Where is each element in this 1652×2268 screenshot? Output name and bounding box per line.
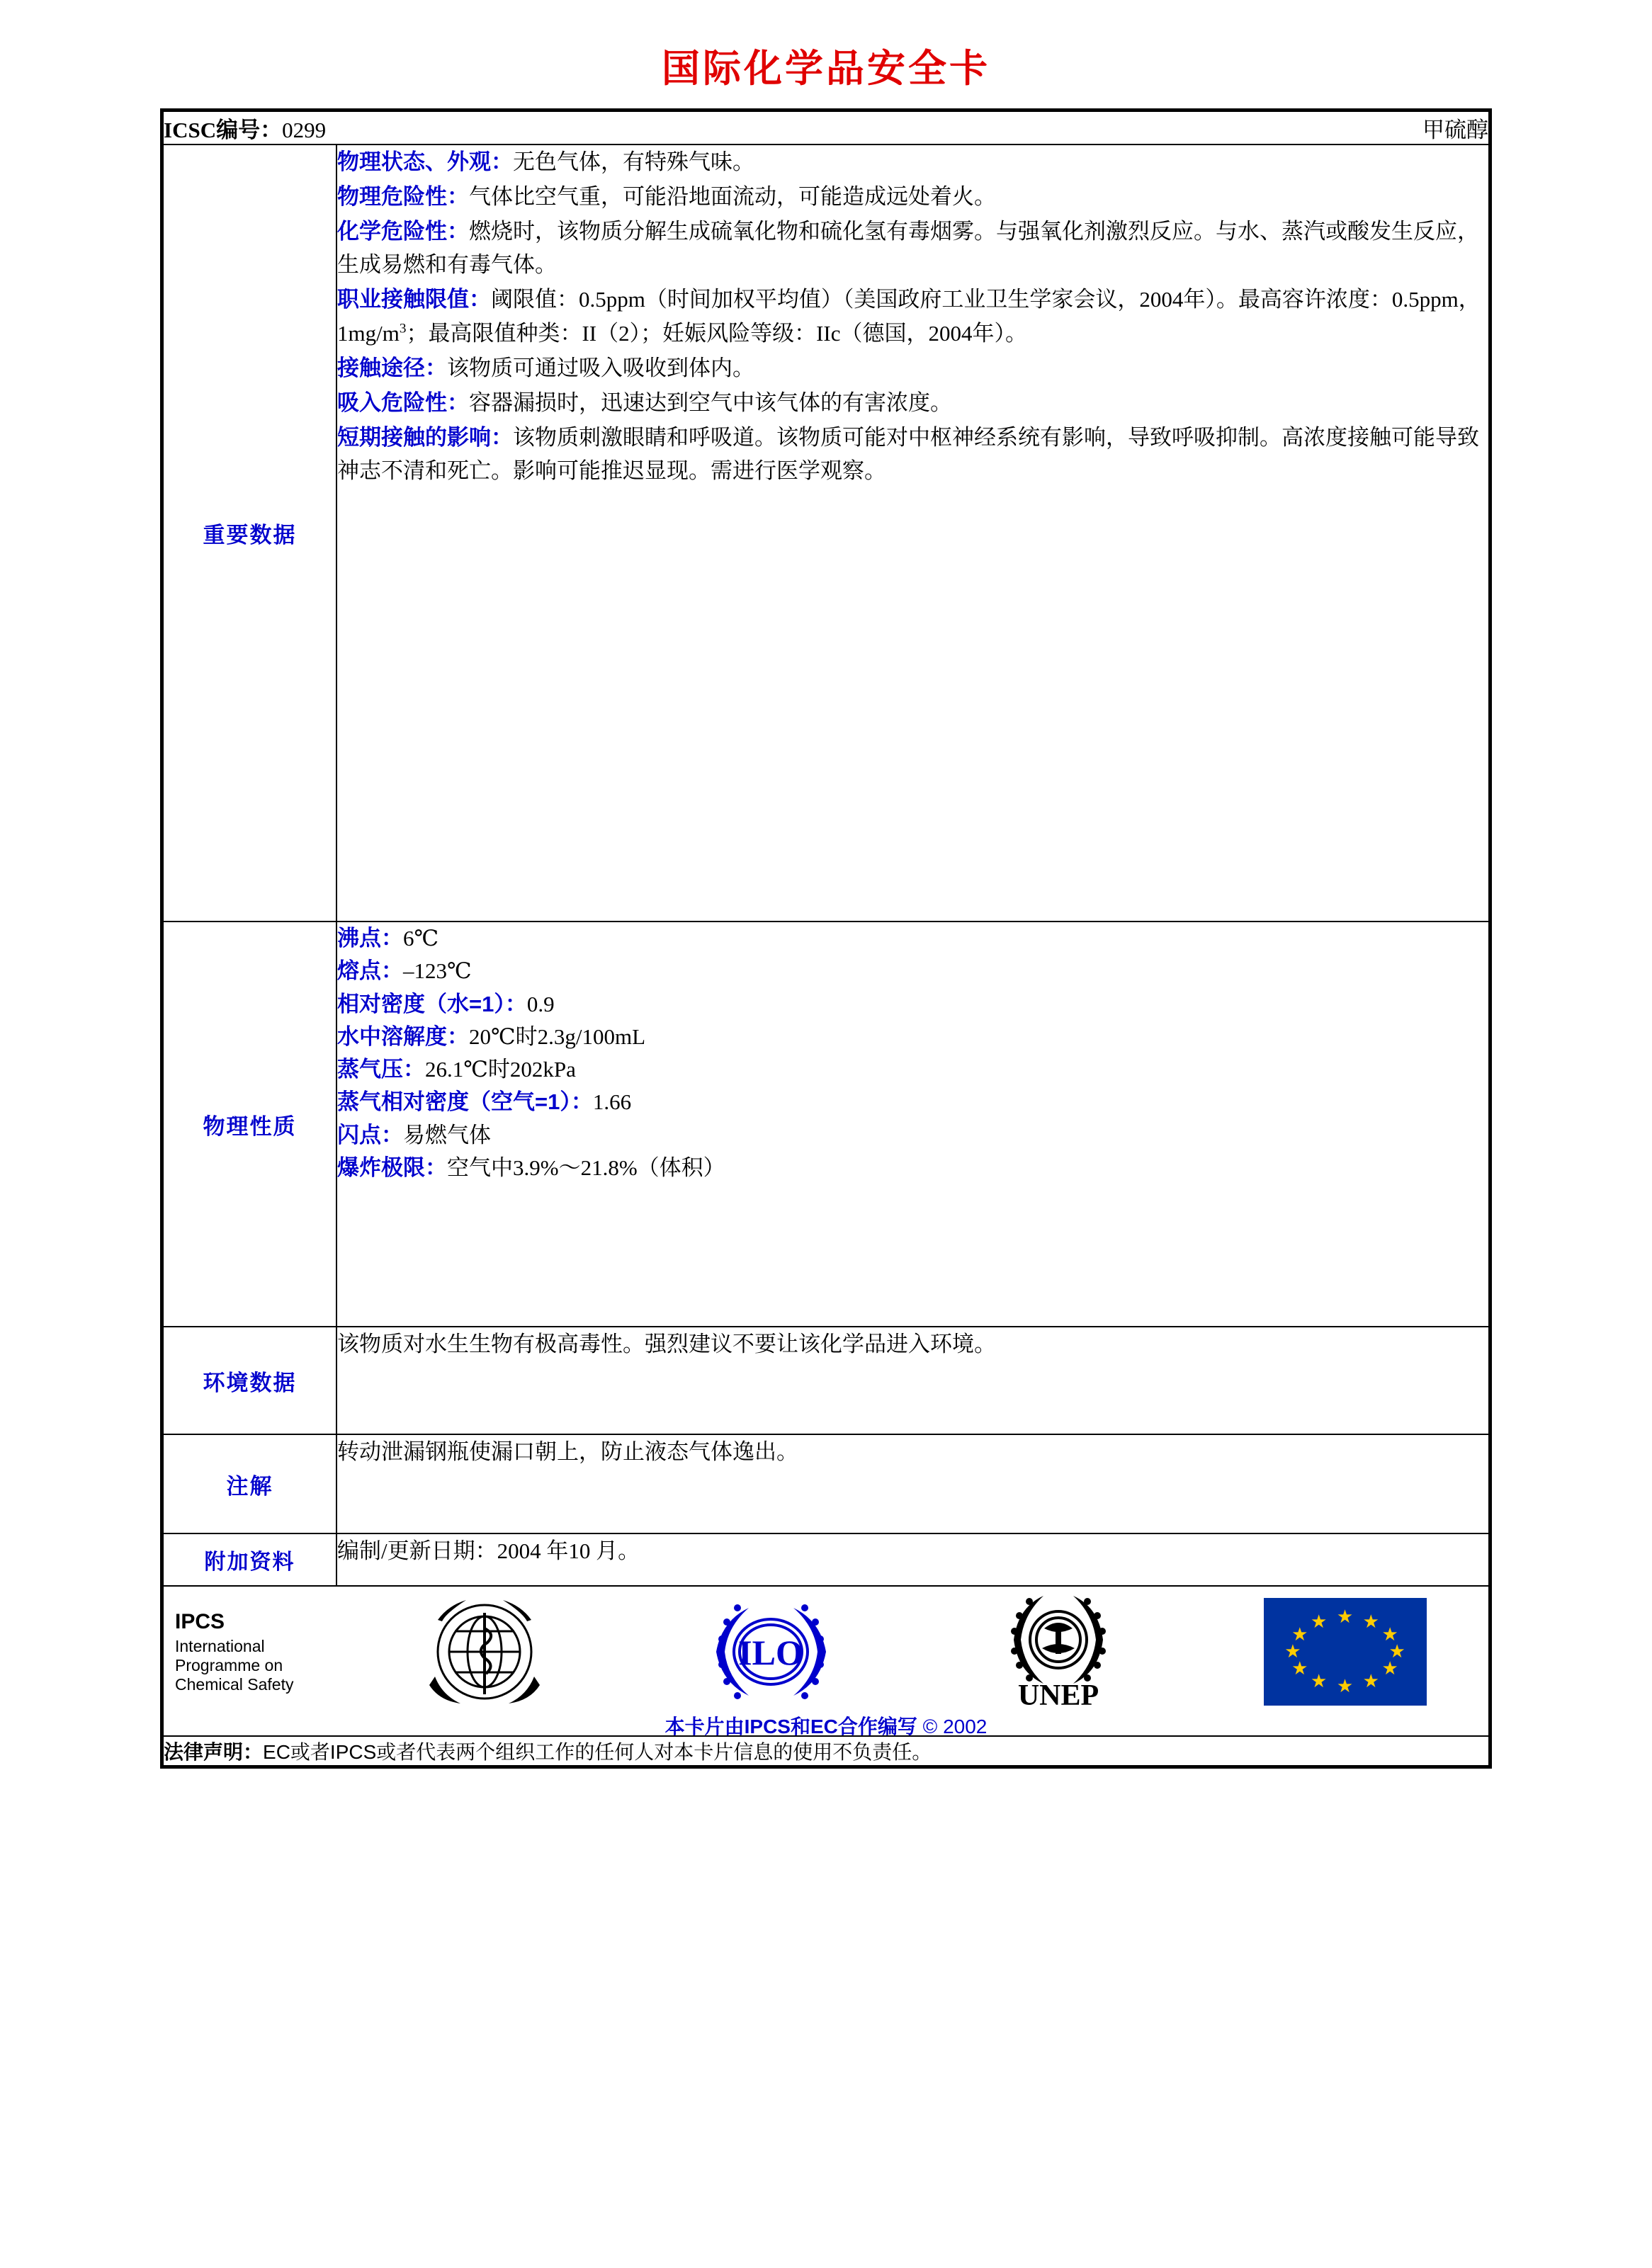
- additional-label: 附加资料: [163, 1533, 336, 1586]
- physical-item-key: 沸点：: [337, 926, 403, 951]
- important-item-key: 短期接触的影响：: [337, 424, 513, 450]
- physical-item-value: 6℃: [403, 926, 439, 951]
- physical-item-value: 易燃气体: [403, 1122, 491, 1147]
- icsc-card: [160, 108, 1492, 1769]
- physical-item: [337, 1119, 1488, 1151]
- environmental-data-row: [163, 1327, 1489, 1434]
- who-logo: [341, 1592, 628, 1711]
- credit-text: 本卡片由IPCS和EC合作编写: [664, 1716, 917, 1737]
- important-item-key: 物理危险性：: [337, 184, 469, 210]
- important-data-label: 重要数据: [163, 144, 336, 922]
- physical-properties-row: [163, 922, 1489, 1327]
- physical-item: [337, 1086, 1488, 1118]
- important-item-value: 气体比空气重，可能沿地面流动，可能造成远处着火。: [469, 184, 996, 210]
- physical-properties-label: 物理性质: [163, 922, 336, 1327]
- icsc-number-value: 0299: [282, 118, 327, 142]
- legal-text: EC或者IPCS或者代表两个组织工作的任何人对本卡片信息的使用不负责任。: [263, 1741, 932, 1763]
- physical-item-value: 1.66: [592, 1089, 632, 1115]
- physical-item: [337, 1053, 1488, 1085]
- important-item-key: 物理状态、外观：: [337, 149, 513, 174]
- important-item: [337, 386, 1488, 419]
- important-item: [337, 215, 1488, 281]
- physical-item-value: 20℃时2.3g/100mL: [469, 1024, 646, 1049]
- physical-item-value: 0.9: [526, 991, 555, 1016]
- unep-label: UNEP: [1017, 1679, 1099, 1712]
- important-item-value: 该物质刺激眼睛和呼吸道。该物质可能对中枢神经系统有影响，导致呼吸抑制。高浓度接触可能导致神志不清和死亡。影响可能推迟显现。需进行医学观察。: [337, 424, 1479, 483]
- important-item: [337, 283, 1488, 349]
- important-item-key: 化学危险性：: [337, 219, 469, 244]
- physical-item-key: 爆炸极限：: [337, 1155, 447, 1180]
- ipcs-title: IPCS: [175, 1609, 225, 1633]
- physical-item-value: 空气中3.9%～21.8%（体积）: [447, 1155, 725, 1180]
- important-item: [337, 351, 1488, 385]
- physical-item: [337, 1021, 1488, 1053]
- important-item-value: 容器漏损时，迅速达到空气中该气体的有害浓度。: [469, 390, 952, 415]
- eu-flag: ★ ★ ★ ★ ★ ★ ★ ★ ★ ★ ★ ★: [1264, 1598, 1427, 1706]
- physical-item-key: 蒸气相对密度（空气=1）：: [337, 1089, 593, 1115]
- legal-label: 法律声明：: [164, 1741, 264, 1763]
- physical-item-key: 蒸气压：: [337, 1057, 425, 1082]
- physical-item: [337, 988, 1488, 1020]
- card-header-cell: [163, 111, 1489, 144]
- physical-item-key: 水中溶解度：: [337, 1024, 469, 1049]
- ipcs-text-block: [164, 1609, 341, 1695]
- important-item-value-oel: 阈限值：0.5ppm（时间加权平均值）（美国政府工业卫生学家会议，2004年）。最高容许浓度：0.5ppm，$1mg/m^3$；最高限值种类：II（2）；妊娠风险等级：IIc（德国，2004年）。: [337, 287, 1481, 346]
- ilo-logo: [628, 1592, 915, 1711]
- important-item-value: 燃烧时，该物质分解生成硫氧化物和硫化氢有毒烟雾。与强氧化剂激烈反应。与水、蒸汽或酸发生反应，生成易燃和有毒气体。: [337, 219, 1479, 278]
- credit-line: [164, 1711, 1488, 1747]
- additional-row: [163, 1533, 1489, 1586]
- important-data-content: [336, 144, 1489, 922]
- notes-content: 转动泄漏钢瓶使漏口朝上，防止液态气体逸出。: [336, 1434, 1489, 1533]
- physical-properties-content: [336, 922, 1489, 1327]
- card-header-row: [163, 111, 1489, 144]
- copyright-text: © 2002: [922, 1716, 988, 1737]
- icsc-number-label: ICSC编号：: [164, 118, 283, 142]
- important-item-key: 职业接触限值：: [337, 287, 491, 312]
- notes-label: 注解: [163, 1434, 336, 1533]
- important-item-value: 该物质可通过吸入吸收到体内。: [447, 355, 754, 380]
- physical-item-key: 相对密度（水=1）：: [337, 991, 527, 1016]
- page-title: 国际化学品安全卡: [662, 47, 990, 90]
- important-data-row: [163, 144, 1489, 922]
- ipcs-subtitle-line2: Programme on: [175, 1656, 283, 1675]
- important-item-key: 吸入危险性：: [337, 390, 469, 415]
- important-item: [337, 180, 1488, 213]
- footer-logos-cell: [163, 1586, 1489, 1736]
- physical-item: [337, 922, 1488, 954]
- physical-item-key: 熔点：: [337, 958, 403, 984]
- important-item-key: 接触途径：: [337, 355, 447, 380]
- footer-logos-row: [163, 1586, 1489, 1736]
- physical-item-key: 闪点：: [337, 1122, 403, 1147]
- ipcs-subtitle-line3: Chemical Safety: [175, 1675, 294, 1694]
- environmental-data-content: 该物质对水生生物有极高毒性。强烈建议不要让该化学品进入环境。: [336, 1327, 1489, 1434]
- physical-item-value: 26.1℃时202kPa: [425, 1057, 576, 1082]
- important-item: [337, 145, 1488, 178]
- physical-item: [337, 1152, 1488, 1184]
- unep-logo: [915, 1592, 1201, 1711]
- additional-content: 编制/更新日期：2004 年10 月。: [336, 1533, 1489, 1586]
- icsc-number-block: [164, 112, 326, 144]
- physical-item-value: –123℃: [403, 958, 472, 984]
- notes-row: [163, 1434, 1489, 1533]
- important-item-value: 无色气体，有特殊气味。: [513, 149, 754, 174]
- ipcs-subtitle-line1: International: [175, 1637, 265, 1655]
- physical-item: [337, 955, 1488, 987]
- eu-flag-logo: [1201, 1592, 1488, 1711]
- environmental-data-label: 环境数据: [163, 1327, 336, 1434]
- important-item: [337, 421, 1488, 487]
- substance-name: 甲硫醇: [1422, 118, 1488, 142]
- svg-text:ILO: ILO: [738, 1632, 803, 1672]
